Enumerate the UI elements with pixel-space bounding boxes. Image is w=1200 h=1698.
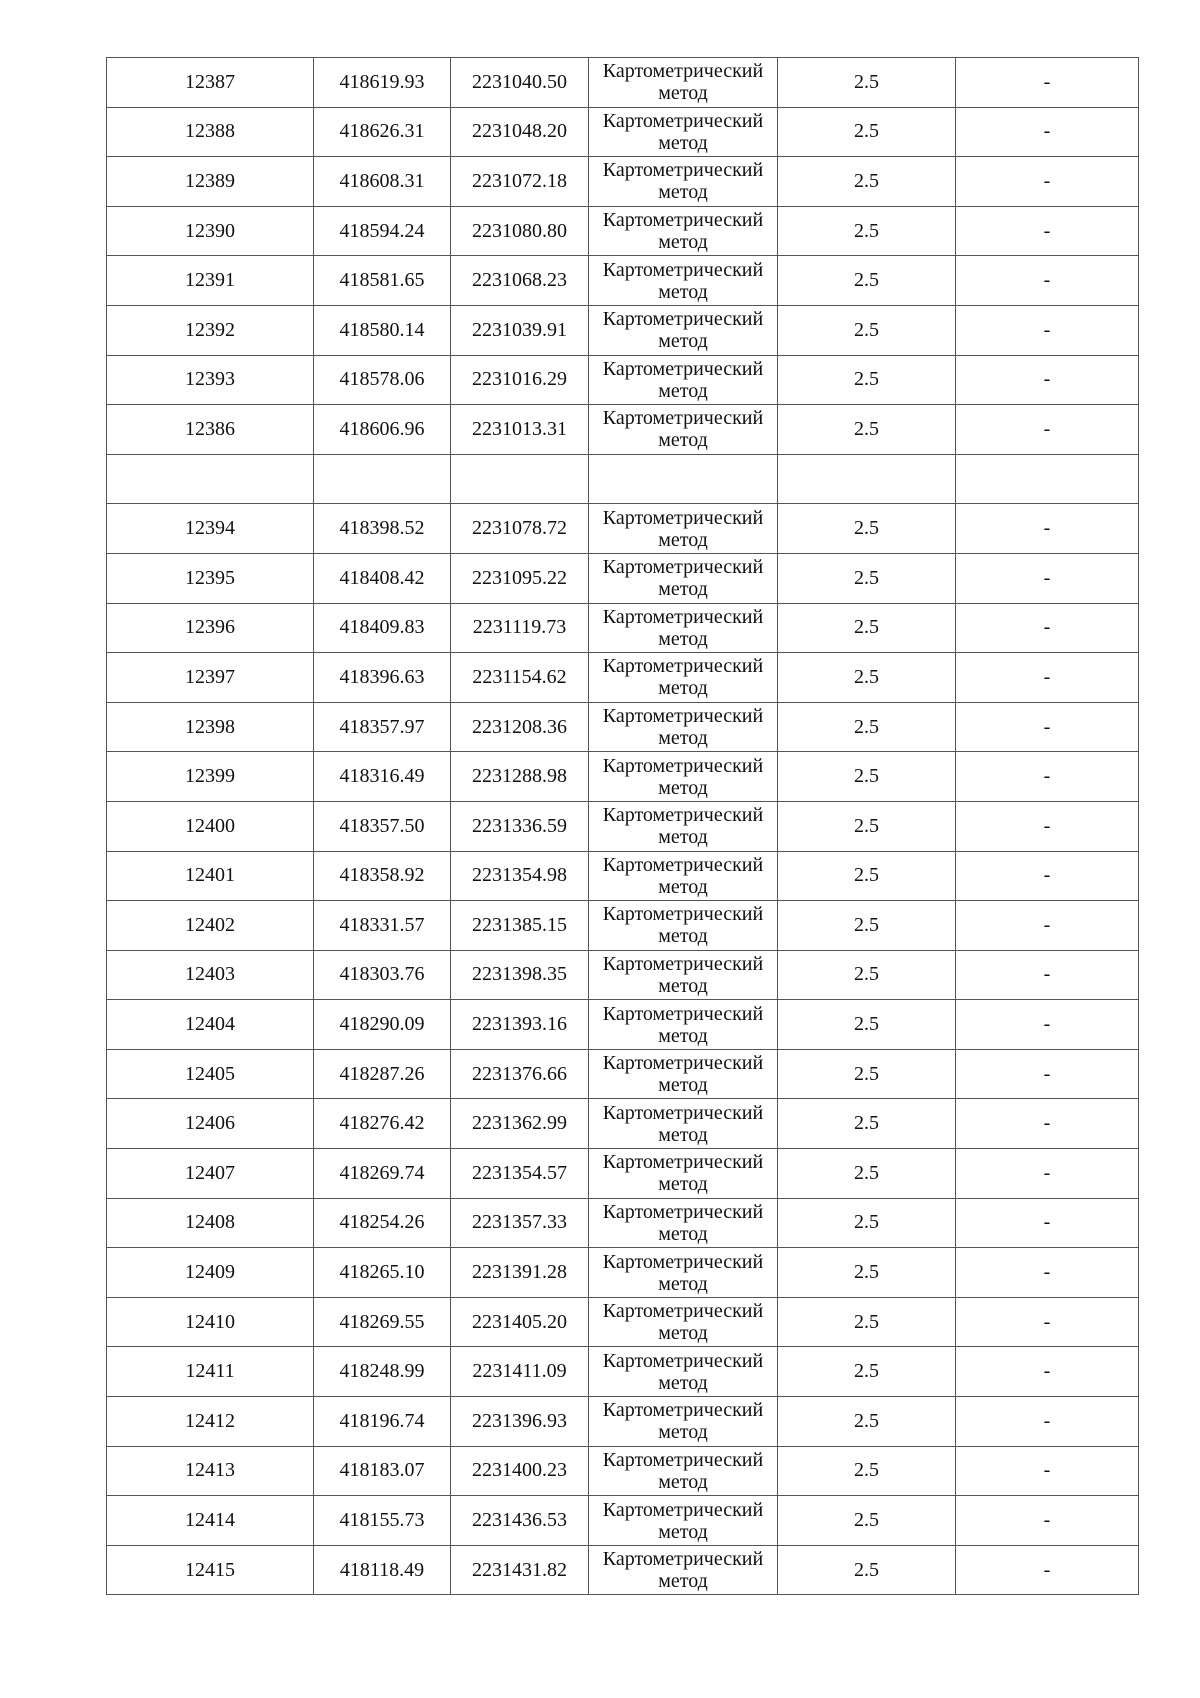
method-text-line: Картометрический [602, 159, 764, 182]
accuracy-cell: 2.5 [778, 256, 956, 306]
point-number-cell: 12391 [107, 256, 314, 306]
point-number-cell: 12388 [107, 107, 314, 157]
method-text-line: Картометрический [602, 1052, 764, 1075]
method-text-line: метод [658, 925, 708, 948]
point-number-cell: 12393 [107, 355, 314, 405]
note-cell: - [956, 504, 1139, 554]
point-number-cell: 12406 [107, 1099, 314, 1149]
method-cell [589, 1000, 778, 1050]
table-row [107, 355, 1139, 405]
method-text-line: метод [658, 1123, 708, 1146]
coordinate-x-cell [314, 454, 451, 504]
method-text-line: Картометрический [602, 705, 764, 728]
coordinate-y-cell: 2231154.62 [451, 653, 589, 703]
accuracy-cell [778, 454, 956, 504]
coordinate-y-cell: 2231119.73 [451, 603, 589, 653]
accuracy-cell: 2.5 [778, 603, 956, 653]
point-number-cell: 12400 [107, 801, 314, 851]
method-text-line: метод [658, 1470, 708, 1493]
method-text-line: метод [658, 727, 708, 750]
method-cell [589, 1397, 778, 1447]
method-text-line: Картометрический [602, 506, 764, 529]
accuracy-cell: 2.5 [778, 405, 956, 455]
coordinate-y-cell: 2231411.09 [451, 1347, 589, 1397]
note-cell: - [956, 1049, 1139, 1099]
method-cell [589, 107, 778, 157]
method-text-line: метод [658, 776, 708, 799]
note-cell: - [956, 702, 1139, 752]
method-cell [589, 1347, 778, 1397]
method-cell [589, 1297, 778, 1347]
accuracy-cell: 2.5 [778, 504, 956, 554]
method-text-line: Картометрический [602, 1101, 764, 1124]
note-cell: - [956, 603, 1139, 653]
table-row [107, 1347, 1139, 1397]
note-cell: - [956, 801, 1139, 851]
coordinate-y-cell: 2231398.35 [451, 950, 589, 1000]
point-number-cell [107, 454, 314, 504]
method-cell [589, 1248, 778, 1298]
note-cell: - [956, 355, 1139, 405]
method-cell [589, 454, 778, 504]
table-row-empty [107, 454, 1139, 504]
accuracy-cell: 2.5 [778, 1496, 956, 1546]
coordinate-x-cell: 418269.74 [314, 1149, 451, 1199]
method-text-line: Картометрический [602, 1498, 764, 1521]
table-row [107, 1198, 1139, 1248]
coordinate-x-cell: 418408.42 [314, 553, 451, 603]
method-text-line: метод [658, 826, 708, 849]
method-text-line: метод [658, 231, 708, 254]
method-text-line: метод [658, 280, 708, 303]
coordinate-y-cell: 2231385.15 [451, 901, 589, 951]
method-text-line: Картометрический [602, 804, 764, 827]
point-number-cell: 12402 [107, 901, 314, 951]
table-row [107, 504, 1139, 554]
coordinate-y-cell: 2231013.31 [451, 405, 589, 455]
table-row [107, 801, 1139, 851]
method-text-line: Картометрический [602, 556, 764, 579]
coordinate-y-cell: 2231354.57 [451, 1149, 589, 1199]
table-row [107, 1545, 1139, 1595]
coordinate-y-cell: 2231078.72 [451, 504, 589, 554]
method-cell [589, 603, 778, 653]
coordinate-x-cell: 418303.76 [314, 950, 451, 1000]
method-text-line: Картометрический [602, 357, 764, 380]
method-text-line: Картометрический [602, 1151, 764, 1174]
method-text-line: Картометрический [602, 1399, 764, 1422]
note-cell: - [956, 1545, 1139, 1595]
accuracy-cell: 2.5 [778, 702, 956, 752]
coordinate-y-cell: 2231068.23 [451, 256, 589, 306]
point-number-cell: 12415 [107, 1545, 314, 1595]
method-text-line: Картометрический [602, 258, 764, 281]
coordinate-y-cell: 2231354.98 [451, 851, 589, 901]
method-text-line: метод [658, 429, 708, 452]
note-cell [956, 454, 1139, 504]
accuracy-cell: 2.5 [778, 801, 956, 851]
accuracy-cell: 2.5 [778, 851, 956, 901]
coordinate-x-cell: 418248.99 [314, 1347, 451, 1397]
coordinate-y-cell: 2231400.23 [451, 1446, 589, 1496]
note-cell: - [956, 58, 1139, 108]
coordinate-x-cell: 418265.10 [314, 1248, 451, 1298]
coordinate-x-cell: 418626.31 [314, 107, 451, 157]
method-text-line: Картометрический [602, 1448, 764, 1471]
note-cell: - [956, 1446, 1139, 1496]
method-cell [589, 206, 778, 256]
accuracy-cell: 2.5 [778, 1397, 956, 1447]
coordinate-y-cell: 2231048.20 [451, 107, 589, 157]
method-text-line: метод [658, 1322, 708, 1345]
method-text-line: метод [658, 131, 708, 154]
point-number-cell: 12408 [107, 1198, 314, 1248]
table-row [107, 1248, 1139, 1298]
method-text-line: метод [658, 1520, 708, 1543]
table-row [107, 901, 1139, 951]
method-text-line: метод [658, 1421, 708, 1444]
table-row [107, 1149, 1139, 1199]
note-cell: - [956, 107, 1139, 157]
table-row [107, 702, 1139, 752]
coordinate-x-cell: 418409.83 [314, 603, 451, 653]
method-cell [589, 653, 778, 703]
point-number-cell: 12386 [107, 405, 314, 455]
table-row [107, 1446, 1139, 1496]
accuracy-cell: 2.5 [778, 653, 956, 703]
coordinate-x-cell: 418183.07 [314, 1446, 451, 1496]
note-cell: - [956, 1248, 1139, 1298]
point-number-cell: 12395 [107, 553, 314, 603]
coordinate-x-cell: 418594.24 [314, 206, 451, 256]
point-number-cell: 12411 [107, 1347, 314, 1397]
coordinate-x-cell: 418396.63 [314, 653, 451, 703]
coordinate-x-cell: 418155.73 [314, 1496, 451, 1546]
coordinate-y-cell: 2231362.99 [451, 1099, 589, 1149]
coordinate-x-cell: 418269.55 [314, 1297, 451, 1347]
accuracy-cell: 2.5 [778, 1000, 956, 1050]
table-row [107, 950, 1139, 1000]
coordinate-y-cell: 2231396.93 [451, 1397, 589, 1447]
method-text-line: Картометрический [602, 754, 764, 777]
accuracy-cell: 2.5 [778, 1347, 956, 1397]
point-number-cell: 12403 [107, 950, 314, 1000]
coordinate-x-cell: 418357.50 [314, 801, 451, 851]
accuracy-cell: 2.5 [778, 305, 956, 355]
table-row [107, 851, 1139, 901]
note-cell: - [956, 752, 1139, 802]
coordinate-y-cell: 2231072.18 [451, 157, 589, 207]
method-cell [589, 1446, 778, 1496]
coordinate-y-cell: 2231431.82 [451, 1545, 589, 1595]
coordinate-x-cell: 418331.57 [314, 901, 451, 951]
method-cell [589, 1496, 778, 1546]
method-cell [589, 702, 778, 752]
method-text-line: Картометрический [602, 1200, 764, 1223]
note-cell: - [956, 1347, 1139, 1397]
method-cell [589, 305, 778, 355]
coordinate-x-cell: 418608.31 [314, 157, 451, 207]
note-cell: - [956, 206, 1139, 256]
coordinate-y-cell: 2231039.91 [451, 305, 589, 355]
method-cell [589, 901, 778, 951]
note-cell: - [956, 256, 1139, 306]
method-text-line: Картометрический [602, 952, 764, 975]
accuracy-cell: 2.5 [778, 1446, 956, 1496]
method-text-line: метод [658, 1173, 708, 1196]
method-text-line: метод [658, 379, 708, 402]
method-text-line: Картометрический [602, 109, 764, 132]
method-text-line: Картометрический [602, 903, 764, 926]
coordinate-y-cell: 2231405.20 [451, 1297, 589, 1347]
point-number-cell: 12409 [107, 1248, 314, 1298]
note-cell: - [956, 1496, 1139, 1546]
coordinate-y-cell: 2231357.33 [451, 1198, 589, 1248]
point-number-cell: 12392 [107, 305, 314, 355]
method-text-line: Картометрический [602, 308, 764, 331]
table-row [107, 752, 1139, 802]
method-cell [589, 1049, 778, 1099]
accuracy-cell: 2.5 [778, 1545, 956, 1595]
point-number-cell: 12389 [107, 157, 314, 207]
point-number-cell: 12412 [107, 1397, 314, 1447]
method-text-line: метод [658, 1371, 708, 1394]
method-cell [589, 801, 778, 851]
method-text-line: Картометрический [602, 655, 764, 678]
point-number-cell: 12398 [107, 702, 314, 752]
method-text-line: метод [658, 181, 708, 204]
point-number-cell: 12404 [107, 1000, 314, 1050]
method-text-line: метод [658, 1222, 708, 1245]
method-cell [589, 851, 778, 901]
table-row [107, 405, 1139, 455]
accuracy-cell: 2.5 [778, 1049, 956, 1099]
accuracy-cell: 2.5 [778, 107, 956, 157]
method-cell [589, 1545, 778, 1595]
method-cell [589, 58, 778, 108]
coordinate-y-cell [451, 454, 589, 504]
table-row [107, 1099, 1139, 1149]
note-cell: - [956, 1000, 1139, 1050]
point-number-cell: 12414 [107, 1496, 314, 1546]
method-text-line: метод [658, 1074, 708, 1097]
coordinate-y-cell: 2231095.22 [451, 553, 589, 603]
accuracy-cell: 2.5 [778, 752, 956, 802]
accuracy-cell: 2.5 [778, 1149, 956, 1199]
method-text-line: метод [658, 974, 708, 997]
method-text-line: Картометрический [602, 1349, 764, 1372]
note-cell: - [956, 851, 1139, 901]
note-cell: - [956, 1198, 1139, 1248]
method-text-line: метод [658, 677, 708, 700]
coordinate-x-cell: 418357.97 [314, 702, 451, 752]
coordinate-x-cell: 418290.09 [314, 1000, 451, 1050]
accuracy-cell: 2.5 [778, 1198, 956, 1248]
note-cell: - [956, 553, 1139, 603]
method-text-line: Картометрический [602, 60, 764, 83]
table-row [107, 603, 1139, 653]
accuracy-cell: 2.5 [778, 58, 956, 108]
method-cell [589, 256, 778, 306]
method-text-line: Картометрический [602, 853, 764, 876]
point-number-cell: 12399 [107, 752, 314, 802]
note-cell: - [956, 405, 1139, 455]
method-text-line: метод [658, 1272, 708, 1295]
method-cell [589, 355, 778, 405]
table-row [107, 157, 1139, 207]
coordinate-x-cell: 418580.14 [314, 305, 451, 355]
coordinate-x-cell: 418578.06 [314, 355, 451, 405]
accuracy-cell: 2.5 [778, 1099, 956, 1149]
note-cell: - [956, 1149, 1139, 1199]
coordinate-x-cell: 418276.42 [314, 1099, 451, 1149]
note-cell: - [956, 950, 1139, 1000]
table-row [107, 653, 1139, 703]
coordinate-y-cell: 2231393.16 [451, 1000, 589, 1050]
coordinate-y-cell: 2231391.28 [451, 1248, 589, 1298]
method-text-line: метод [658, 627, 708, 650]
table-row [107, 1496, 1139, 1546]
table-row [107, 1397, 1139, 1447]
method-text-line: Картометрический [602, 209, 764, 232]
coordinate-y-cell: 2231288.98 [451, 752, 589, 802]
coordinate-x-cell: 418196.74 [314, 1397, 451, 1447]
method-cell [589, 752, 778, 802]
method-text-line: Картометрический [602, 605, 764, 628]
note-cell: - [956, 1297, 1139, 1347]
table-row [107, 305, 1139, 355]
table-row [107, 1049, 1139, 1099]
method-cell [589, 405, 778, 455]
point-number-cell: 12397 [107, 653, 314, 703]
method-cell [589, 1149, 778, 1199]
coordinate-x-cell: 418358.92 [314, 851, 451, 901]
coordinate-y-cell: 2231336.59 [451, 801, 589, 851]
method-cell [589, 1099, 778, 1149]
coordinates-table [106, 57, 1139, 1595]
accuracy-cell: 2.5 [778, 1248, 956, 1298]
accuracy-cell: 2.5 [778, 553, 956, 603]
method-cell [589, 504, 778, 554]
note-cell: - [956, 901, 1139, 951]
point-number-cell: 12405 [107, 1049, 314, 1099]
method-cell [589, 553, 778, 603]
point-number-cell: 12410 [107, 1297, 314, 1347]
method-cell [589, 157, 778, 207]
accuracy-cell: 2.5 [778, 950, 956, 1000]
table-row [107, 206, 1139, 256]
method-text-line: метод [658, 82, 708, 105]
method-cell [589, 950, 778, 1000]
accuracy-cell: 2.5 [778, 355, 956, 405]
note-cell: - [956, 653, 1139, 703]
coordinate-x-cell: 418316.49 [314, 752, 451, 802]
point-number-cell: 12396 [107, 603, 314, 653]
accuracy-cell: 2.5 [778, 206, 956, 256]
point-number-cell: 12394 [107, 504, 314, 554]
note-cell: - [956, 305, 1139, 355]
table-row [107, 1000, 1139, 1050]
table-body [107, 58, 1139, 1595]
method-text-line: Картометрический [602, 1250, 764, 1273]
point-number-cell: 12407 [107, 1149, 314, 1199]
table-row [107, 256, 1139, 306]
method-text-line: Картометрический [602, 1548, 764, 1571]
method-cell [589, 1198, 778, 1248]
accuracy-cell: 2.5 [778, 157, 956, 207]
method-text-line: метод [658, 528, 708, 551]
method-text-line: метод [658, 578, 708, 601]
point-number-cell: 12413 [107, 1446, 314, 1496]
note-cell: - [956, 1099, 1139, 1149]
method-text-line: метод [658, 1570, 708, 1593]
coordinate-x-cell: 418118.49 [314, 1545, 451, 1595]
table-row [107, 58, 1139, 108]
table-row [107, 553, 1139, 603]
method-text-line: метод [658, 1024, 708, 1047]
coordinate-y-cell: 2231436.53 [451, 1496, 589, 1546]
coordinate-y-cell: 2231376.66 [451, 1049, 589, 1099]
accuracy-cell: 2.5 [778, 901, 956, 951]
method-text-line: Картометрический [602, 1002, 764, 1025]
accuracy-cell: 2.5 [778, 1297, 956, 1347]
coordinate-y-cell: 2231208.36 [451, 702, 589, 752]
note-cell: - [956, 157, 1139, 207]
table-row [107, 1297, 1139, 1347]
coordinate-x-cell: 418254.26 [314, 1198, 451, 1248]
table-row [107, 107, 1139, 157]
coordinate-y-cell: 2231016.29 [451, 355, 589, 405]
method-text-line: метод [658, 330, 708, 353]
coordinate-x-cell: 418619.93 [314, 58, 451, 108]
coordinate-x-cell: 418287.26 [314, 1049, 451, 1099]
method-text-line: Картометрический [602, 407, 764, 430]
method-text-line: метод [658, 875, 708, 898]
method-text-line: Картометрический [602, 1300, 764, 1323]
coordinate-y-cell: 2231080.80 [451, 206, 589, 256]
point-number-cell: 12401 [107, 851, 314, 901]
coordinate-y-cell: 2231040.50 [451, 58, 589, 108]
coordinate-x-cell: 418606.96 [314, 405, 451, 455]
coordinate-x-cell: 418581.65 [314, 256, 451, 306]
point-number-cell: 12390 [107, 206, 314, 256]
note-cell: - [956, 1397, 1139, 1447]
point-number-cell: 12387 [107, 58, 314, 108]
coordinate-x-cell: 418398.52 [314, 504, 451, 554]
